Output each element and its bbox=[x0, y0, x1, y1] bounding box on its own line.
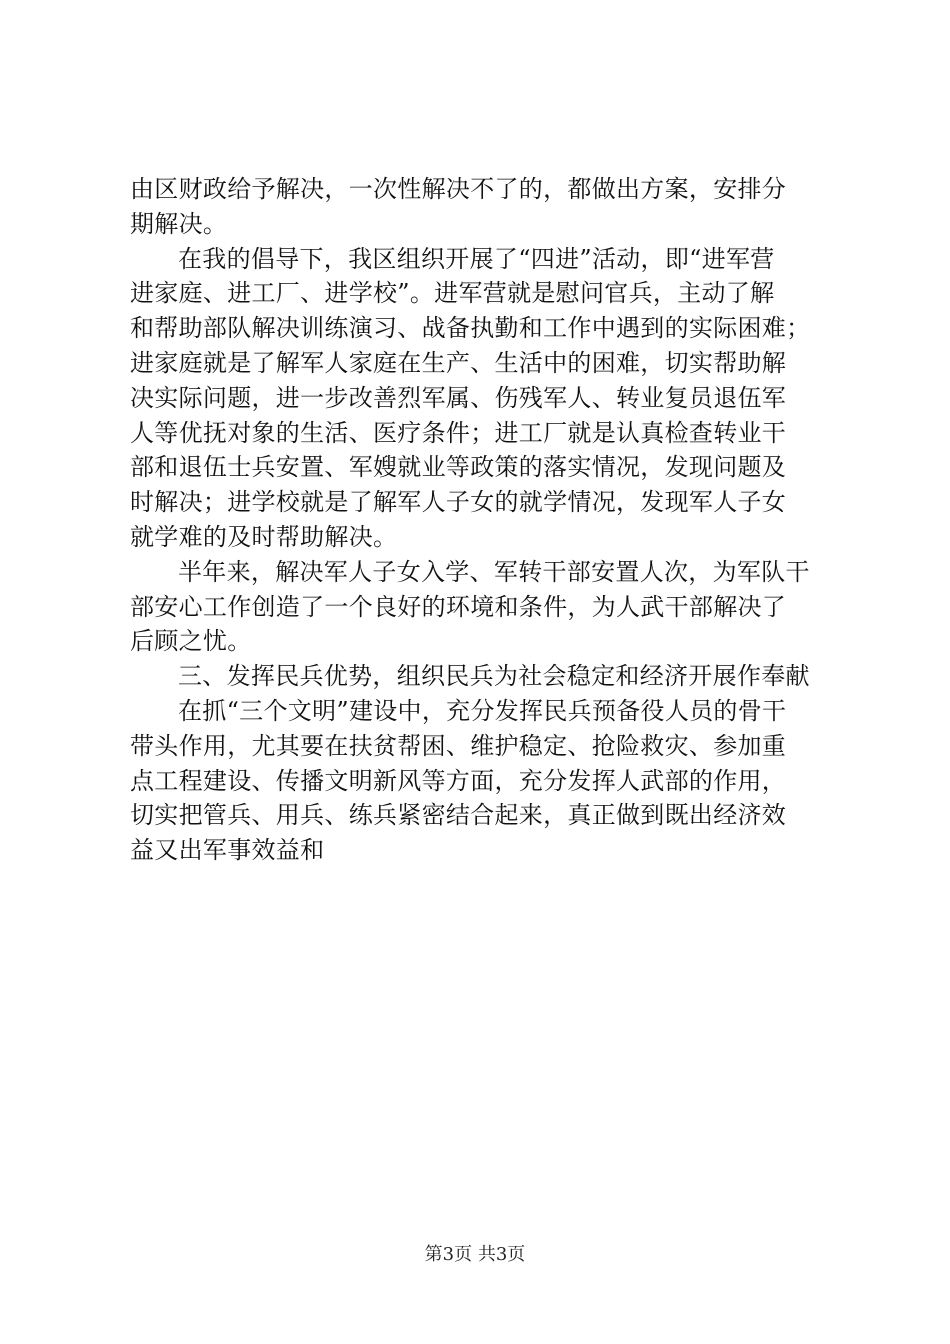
page-footer bbox=[0, 1243, 950, 1267]
text-line: 在抓“三个文明”建设中，充分发挥民兵预备役人员的骨干 bbox=[178, 696, 787, 725]
text-line: 和帮助部队解决训练演习、战备执勤和工作中遇到的实际困难； bbox=[130, 314, 811, 343]
text-line: 半年来，解决军人子女入学、军转干部安置人次，为军队干 bbox=[178, 557, 810, 586]
text-line: 时解决；进学校就是了解军人子女的就学情况，发现军人子女 bbox=[130, 488, 787, 517]
text-line: 切实把管兵、用兵、练兵紧密结合起来，真正做到既出经济效 bbox=[130, 801, 787, 830]
text-line: 后顾之忧。 bbox=[130, 627, 252, 656]
text-line: 进家庭、进工厂、进学校”。进军营就是慰问官兵，主动了解 bbox=[130, 279, 775, 308]
text-line: 部安心工作创造了一个良好的环境和条件，为人武干部解决了 bbox=[130, 592, 787, 621]
page-number: 第3页 共3页 bbox=[424, 1244, 526, 1265]
text-line: 益又出军事效益和 bbox=[130, 836, 325, 865]
text-line: 人等优抚对象的生活、医疗条件；进工厂就是认真检查转业干 bbox=[130, 418, 787, 447]
text-line: 就学难的及时帮助解决。 bbox=[130, 522, 398, 551]
document-body bbox=[130, 172, 830, 868]
text-line: 在我的倡导下，我区组织开展了“四进”活动，即“进军营 bbox=[178, 244, 775, 273]
text-line: 点工程建设、传播文明新风等方面，充分发挥人武部的作用， bbox=[130, 766, 787, 795]
text-line: 部和退伍士兵安置、军嫂就业等政策的落实情况，发现问题及 bbox=[130, 453, 787, 482]
text-line: 由区财政给予解决，一次性解决不了的，都做出方案，安排分 bbox=[130, 175, 787, 203]
text-line: 带头作用，尤其要在扶贫帮困、维护稳定、抢险救灾、参加重 bbox=[130, 731, 787, 760]
text-line: 期解决。 bbox=[130, 209, 228, 238]
text-line: 决实际问题，进一步改善烈军属、伤残军人、转业复员退伍军 bbox=[130, 383, 787, 412]
text-line: 三、发挥民兵优势，组织民兵为社会稳定和经济开展作奉献 bbox=[178, 662, 810, 691]
text-line: 进家庭就是了解军人家庭在生产、生活中的困难，切实帮助解 bbox=[130, 348, 787, 377]
